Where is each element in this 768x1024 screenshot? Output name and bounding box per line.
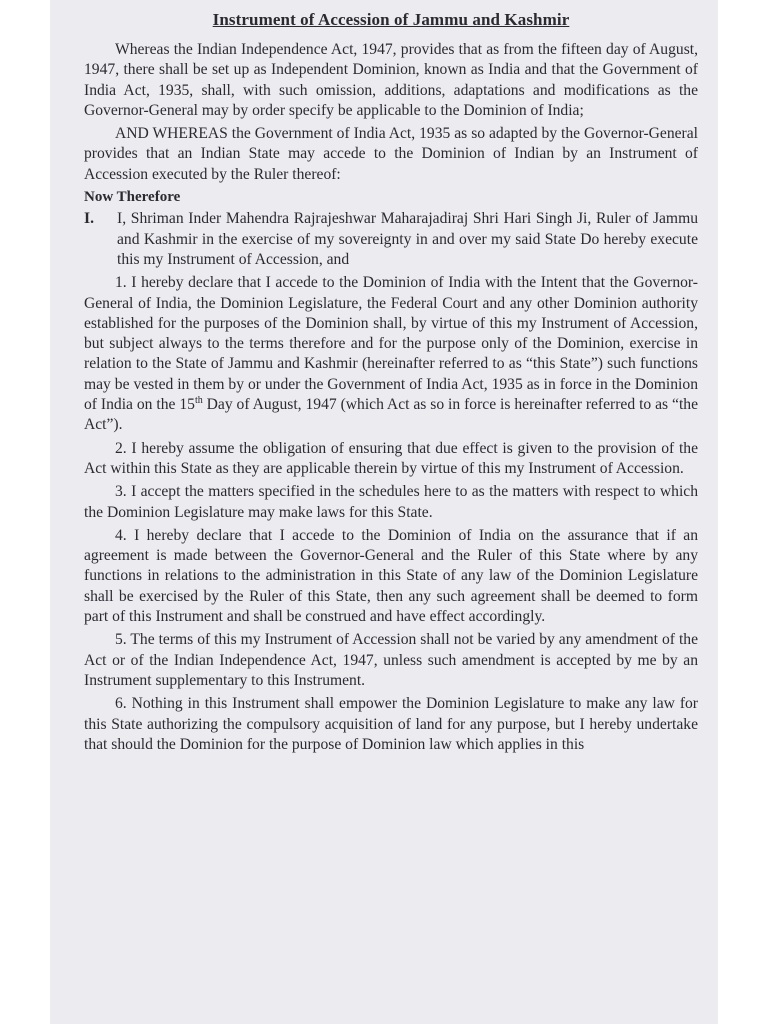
clause-1-superscript: th	[194, 394, 203, 406]
item-i-text: I, Shriman Inder Mahendra Rajrajeshwar Maharajadiraj Shri Hari Singh Ji, Ruler of Jammu and Kashmir in the exercise of my sovereignty in and over my said State Do hereby execute this my Instrument of Accession, and	[117, 210, 698, 268]
now-therefore-heading: Now Therefore	[84, 189, 181, 206]
clause-1	[84, 273, 698, 435]
preamble-paragraph-1: Whereas the Indian Independence Act, 1947, provides that as from the fifteen day of August, 1947, there shall be set up as Independent Dominion, known as India and that the Government of India Act, 1935, shall, with such omission, additions, adaptations and modifications as the Governor-General may by order specify be applicable to the Dominion of India;	[84, 41, 698, 119]
item-i-number: I.	[84, 210, 94, 228]
clause-5: 5. The terms of this my Instrument of Accession shall not be varied by any amendment of the Act or of the Indian Independence Act, 1947, unless such amendment is accepted by me by an Instrument supplementary to this Instrument.	[84, 631, 698, 689]
document-page	[50, 0, 718, 1024]
clause-4: 4. I hereby declare that I accede to the Dominion of India on the assurance that if an agreement is made between the Governor-General and the Ruler of this State where by any functions in relations to the administration in this State of any law of the Dominion Legislature shall be exercised by the Ruler of this State, then any such agreement shall be deemed to form part of this Instrument and shall be construed and have effect accordingly.	[84, 526, 698, 626]
document-title: Instrument of Accession of Jammu and Kashmir	[212, 10, 570, 29]
clause-6: 6. Nothing in this Instrument shall empower the Dominion Legislature to make any law for this State authorizing the compulsory acquisition of land for any purpose, but I hereby undertake that should the Dominion for the purpose of Dominion law which applies in this	[84, 695, 698, 753]
item-i	[84, 209, 698, 270]
preamble-paragraph-2: AND WHEREAS the Government of India Act, 1935 as so adapted by the Governor-General provides that an Indian State may accede to the Dominion of Indian by an Instrument of Accession executed by the Ruler thereof:	[84, 125, 698, 183]
clause-2: 2. I hereby assume the obligation of ensuring that due effect is given to the provision of the Act within this State as they are applicable therein by virtue of this my Instrument of Accession.	[84, 439, 698, 477]
clause-1-text-end: Day of August, 1947 (which Act as so in force is hereinafter referred to as “the Act”).	[84, 396, 698, 434]
clause-3: 3. I accept the matters specified in the schedules here to as the matters with respect to which the Dominion Legislature may make laws for this State.	[84, 483, 698, 521]
clause-1-text-start: 1. I hereby declare that I accede to the Dominion of India with the Intent that the Governor-General of India, the Dominion Legislature, the Federal Court and any other Dominion authority established for the purposes of the Dominion shall, by virtue of this my Instrument of Accession, but subject always to the terms therefore and for the purpose only of the Dominion, exercise in relation to the State of Jammu and Kashmir (hereinafter referred to as “this State”) such functions may be vested in them by or under the Government of India Act, 1935 as in force in the Dominion of India on the 15	[84, 274, 698, 414]
